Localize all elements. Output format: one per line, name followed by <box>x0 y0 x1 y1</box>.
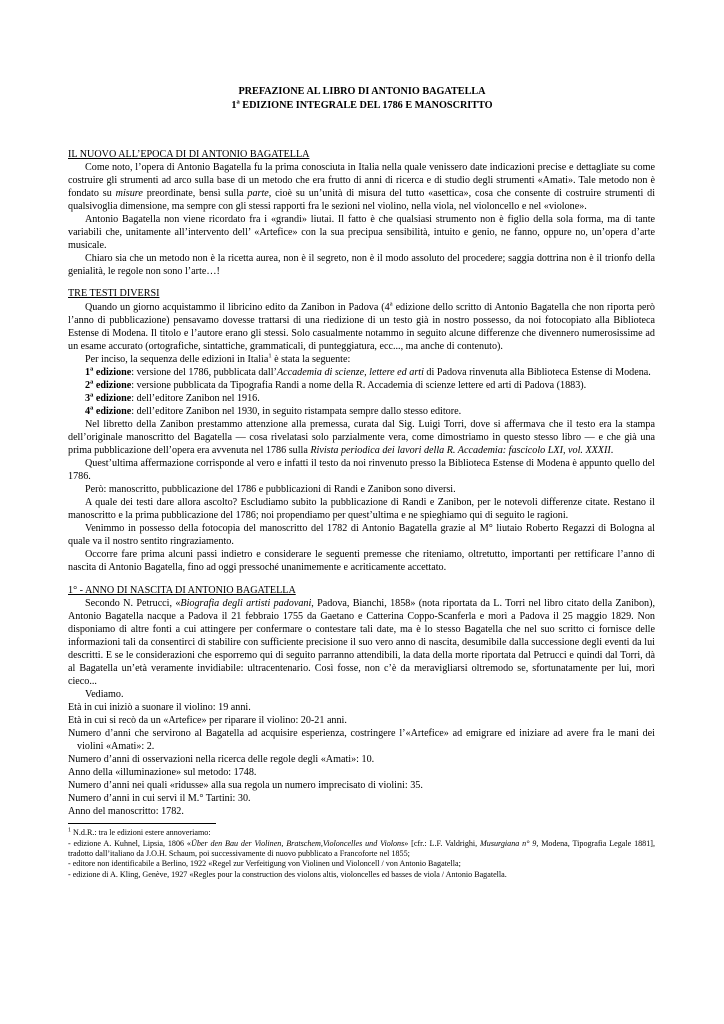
paragraph: Però: manoscritto, pubblicazione del 1786 e pubblicazioni di Randi e Zanibon sono diversi. <box>85 484 456 496</box>
paragraph: Venimmo in possesso della fotocopia del manoscritto del 1782 di Antonio Bagatella grazie al M° liutaio Roberto Regazzi di Bologna al quale va il nostro sentito ringraziamento. <box>68 523 655 548</box>
list-item: Età in cui iniziò a suonare il violino: 19 anni. <box>68 701 251 713</box>
paragraph: Come noto, l’opera di Antonio Bagatella fu la prima conosciuta in Italia nella quale venissero date indicazioni precise e dettagliate su come costruire gli strumenti ad arco sulla base di un metodo che era frutto di anni di ricerca e di studio degli strumenti «Amati». Tale metodo non è fondato su misure preordinate, bensì sulla parte, cioè su un’unità di misura del tutto «asettica», cosa che consente di costruire strumenti di qualsivoglia dimensione, ma sempre con gli stessi rapporti fra le sezioni nel violino, nella viola, nel violoncello e nel «violone». <box>68 162 656 213</box>
edition-item: 2$^a$ edizione: versione pubblicata da Tipografia Randi a nome della R. Accademia di scienze lettere ed arti di Padova (1883). <box>85 378 587 391</box>
list-item: Numero d’anni di osservazioni nella ricerca delle regole degli «Amati»: 10. <box>68 754 375 766</box>
paragraph: Per inciso, la sequenza delle edizioni in Italia$^1$ è stata la seguente: <box>85 352 351 365</box>
paragraph: Quest’ultima affermazione corrisponde al vero e infatti il testo da noi rinvenuto presso la Biblioteca Estense di Modena è appunto quello del 1786. <box>68 458 655 483</box>
edition-item: 4$^a$ edizione: dell’editore Zanibon nel 1930, in seguito ristampata sempre dallo stesso editore. <box>85 404 462 417</box>
paragraph: Quando un giorno acquistammo il libricino edito da Zanibon in Padova (4$^a$ edizione dello scritto di Antonio Bagatella che non riporta però l’anno di pubblicazione) pensavamo dovesse trattarsi di una riedizione di un testo già in nostro possesso, da noi fotocopiato alla Biblioteca Estense di Modena. Il titolo e l’autore erano gli stessi. Solo casualmente notammo in seguito alcune differenze che divennero numerosissime ad un esame accurato (ortografiche, sintattiche, grammaticali, di punteggiatura, ecc..., ma anche di contenuto). <box>68 300 655 352</box>
document-subtitle: 1$^a$ EDIZIONE INTEGRALE DEL 1786 E MANOSCRITTO <box>231 98 493 111</box>
paragraph: Occorre fare prima alcuni passi indietro e considerare le seguenti premesse che riteniamo, oltretutto, importanti per rettificare l’anno di nascita di Antonio Bagatella, fino ad oggi pressoché unanimemente e acriticamente accettato. <box>68 549 655 574</box>
footnote-ref: 1 <box>268 352 272 360</box>
edition-item: 3$^a$ edizione: dell’editore Zanibon nel 1916. <box>85 391 260 404</box>
paragraph: Antonio Bagatella non viene ricordato fra i «grandi» liutai. Il fatto è che qualsiasi strumento non è figlio della sola forma, ma di tante variabili che, unitamente all’intervento dell’ «Artefice» con la sua precipua sensibilità, intuito e genio, ne fanno, oppure no, un’opera d’arte musicale. <box>68 214 655 252</box>
list-item: Numero d’anni che servirono al Bagatella ad acquisire esperienza, costringere l’«Artefice» ad emigrare ed iniziare ad avere fra le mani dei violini «Amati»: 2. <box>68 728 655 753</box>
footnote-separator <box>68 823 216 824</box>
footnote-line: - edizione di A. Kling, Genève, 1927 «Regles pour la construction des violons altis, violoncelles ed basses de viola / Antonio Bagatella. <box>68 869 507 879</box>
document-body <box>68 148 655 880</box>
title-line-1: PREFAZIONE AL LIBRO DI ANTONIO BAGATELLA <box>238 86 486 97</box>
section-heading-tre-testi: TRE TESTI DIVERSI <box>68 288 160 300</box>
footnote <box>68 828 655 879</box>
list-item: Numero d’anni nei quali «ridusse» alla sua regola un numero imprecisato di violini: 35. <box>68 780 423 792</box>
section-heading-anno-nascita: 1° - ANNO DI NASCITA DI ANTONIO BAGATELLA <box>68 584 296 596</box>
document-title <box>0 85 724 98</box>
footnote-line: - edizione A. Kuhnel, Lipsia, 1806 «Über den Bau der Violinen, Bratschem,Violoncelles und Violons» [cfr.: L.F. Valdrighi, Musurgiana n° 9, Modena, Tipografia Legale 1881], tradotto dall’italiano da J.O.H. Schaum, poi successivamente di nuovo pubblicato a Francoforte nel 1855; <box>68 838 655 858</box>
list-item: Numero d’anni in cui servì il M.° Tartini: 30. <box>68 793 251 805</box>
paragraph: Chiaro sia che un metodo non è la ricetta aurea, non è il segreto, non è il modo assoluto del procedere; saggia dottrina non è il trionfo della genialità, le regole non sono l’arte…! <box>68 253 655 278</box>
paragraph: Secondo N. Petrucci, «Biografia degli artisti padovani, Padova, Bianchi, 1858» (nota riportata da L. Torri nel libro citato della Zanibon), Antonio Bagatella nacque a Padova il 21 febbraio 1755 da Gaetano e Catterina Coppo-Scanferla e morì a Padova il 25 maggio 1829. Non disponiamo di altre fonti a cui attingere per confermare o contestare tali date, ma è lo stesso Bagatella che nel suo scritto ci fornisce delle informazioni tali da consentirci di stabilire con sufficiente precisione il suo vero anno di nascita, desumibile dalla successione degli eventi da lui descritti. E se le considerazioni che esporremo qui di seguito parranno attendibili, la data della morte riportata dal Petrucci e quindi dal Torri, dà al Bagatella un’età veramente invidiabile: ultracentenario. Così fosse, non c’è da meravigliarsi oltremodo se, sfortunatamente per lui, morì cieco... <box>68 597 656 687</box>
paragraph: Nel libretto della Zanibon prestammo attenzione alla premessa, curata dal Sig. Luigi Torri, dove si affermava che il testo era la stampa dell’originale manoscritto del Bagatella — cosa rivelatasi solo parzialmente vera, come dimostriamo in questo stesso libro — e che già una prima pubblicazione dell’opera era avvenuta nel 1786 sulla Rivista periodica dei lavori della R. Accademia: fascicolo LXI, vol. XXXII. <box>68 418 655 457</box>
section-heading-nuovo: IL NUOVO ALL’EPOCA DI DI ANTONIO BAGATELLA <box>68 149 310 160</box>
list-item: Età in cui si recò da un «Artefice» per riparare il violino: 20-21 anni. <box>68 714 347 726</box>
footnote-intro: $^1$ N.d.R.: tra le edizioni estere annoveriamo: <box>68 827 211 838</box>
footnote-line: - editore non identificabile a Berlino, 1922 «Regel zur Verfeitigung von Violinen und Violoncell / von Antonio Bagatella; <box>68 859 461 869</box>
edition-item: 1$^a$ edizione: versione del 1786, pubblicata dall’Accademia di scienze, lettere ed arti di Padova rinvenuta alla Biblioteca Estense di Modena. <box>85 365 651 378</box>
list-item: Anno della «illuminazione» sul metodo: 1748. <box>68 767 257 779</box>
paragraph: Vediamo. <box>85 688 124 700</box>
list-item: Anno del manoscritto: 1782. <box>68 806 184 818</box>
paragraph: A quale dei testi dare allora ascolto? Escludiamo subito la pubblicazione di Randi e Zanibon, per le notevoli differenze citate. Restano il manoscritto e la prima pubblicazione del 1786; noi propendiamo per quest’ultima e ne spieghiamo qui di seguito le ragioni. <box>68 497 655 522</box>
